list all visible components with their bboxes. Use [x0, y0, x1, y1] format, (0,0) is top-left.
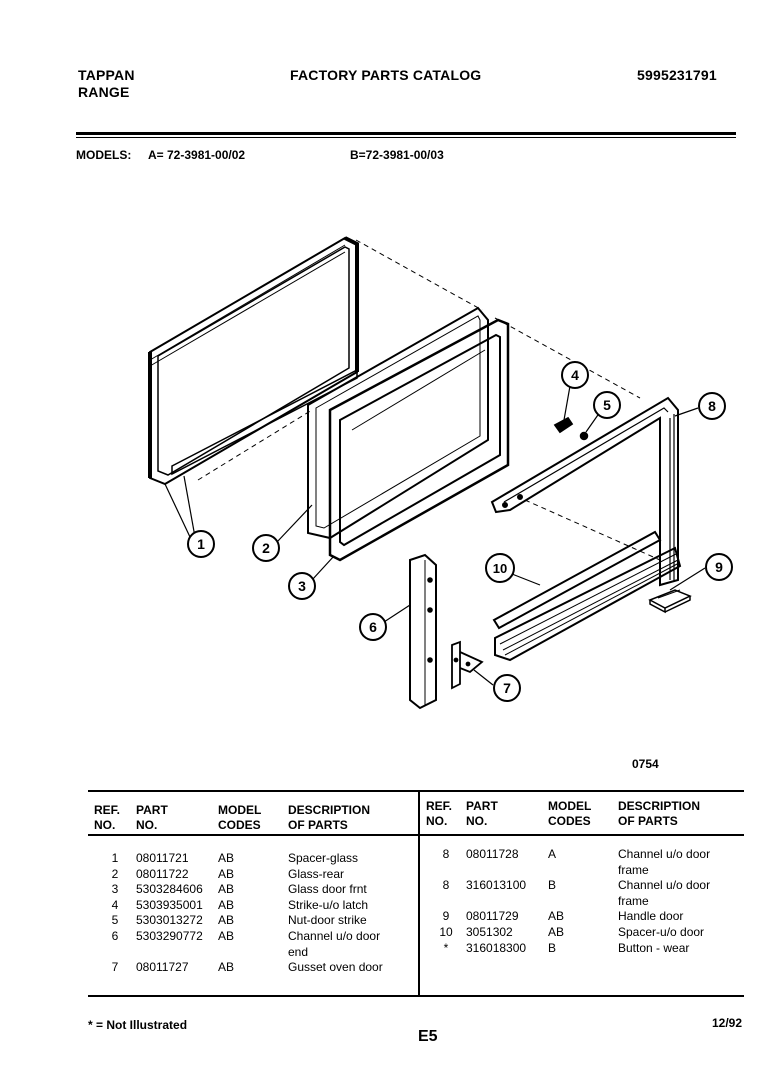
models-label: MODELS: [76, 148, 132, 162]
model-b: B=72-3981-00/03 [350, 148, 444, 162]
part-handle-door [650, 590, 690, 612]
model-a: A= 72-3981-00/02 [148, 148, 246, 162]
table-row: 3 5303284606 AB Glass door frnt [111, 882, 367, 897]
table-center-divider [418, 790, 420, 996]
table-header: REF. NO. PART NO. MODEL CODES DESCRIPTION OF PARTS [426, 799, 701, 828]
figure-code: 0754 [632, 757, 659, 771]
parts-table-left [94, 803, 412, 976]
product-type: RANGE [78, 84, 130, 100]
part-spacer-door [494, 532, 660, 628]
part-glass-rear [308, 308, 488, 538]
table-header: REF. NO. PART NO. MODEL CODES DESCRIPTION OF PARTS [94, 803, 371, 832]
callout-10: 10 [492, 561, 508, 576]
brand-name: TAPPAN [78, 67, 135, 83]
part-channel-door-end [410, 555, 436, 708]
table-row: 7 08011727 AB Gusset oven door [111, 960, 383, 975]
table-row: 4 5303935001 AB Strike-u/o latch [111, 897, 369, 912]
part-gusset [452, 642, 482, 688]
callout-7: 7 [503, 680, 511, 696]
table-row: 5 5303013272 AB Nut-door strike [111, 913, 367, 928]
callout-9: 9 [715, 559, 723, 575]
page-number: E5 [418, 1028, 438, 1045]
table-row: 8 316013100 B Channel u/o door frame [442, 878, 711, 908]
part-nut-strike [581, 433, 588, 440]
footnote: * = Not Illustrated [88, 1018, 188, 1032]
part-strike-latch [555, 418, 572, 432]
callout-1: 1 [197, 536, 205, 552]
callout-3: 3 [298, 578, 306, 594]
table-row: 6 5303290772 AB Channel u/o door end [111, 928, 381, 959]
table-row: 2 08011722 AB Glass-rear [111, 866, 345, 881]
catalog-title: FACTORY PARTS CATALOG [290, 67, 482, 83]
table-row: 9 08011729 AB Handle door [442, 909, 684, 924]
callout-4: 4 [571, 367, 579, 383]
part-spacer-glass [150, 238, 357, 484]
revision-date: 12/92 [712, 1016, 743, 1030]
callout-8: 8 [708, 398, 716, 414]
parts-table-right [426, 799, 742, 956]
callout-2: 2 [262, 540, 270, 556]
part-channel-door-frame [492, 398, 678, 585]
table-row: * 316018300 B Button - wear [443, 940, 690, 955]
table-row: 8 08011728 A Channel u/o door frame [442, 847, 711, 877]
catalog-number: 5995231791 [637, 67, 717, 83]
table-row: 1 08011721 AB Spacer-glass [111, 851, 359, 865]
callout-5: 5 [603, 397, 611, 413]
callout-6: 6 [369, 619, 377, 635]
table-bottom-rule [88, 995, 744, 997]
table-top-rule [88, 790, 744, 792]
table-row: 10 3051302 AB Spacer-u/o door [439, 924, 705, 939]
